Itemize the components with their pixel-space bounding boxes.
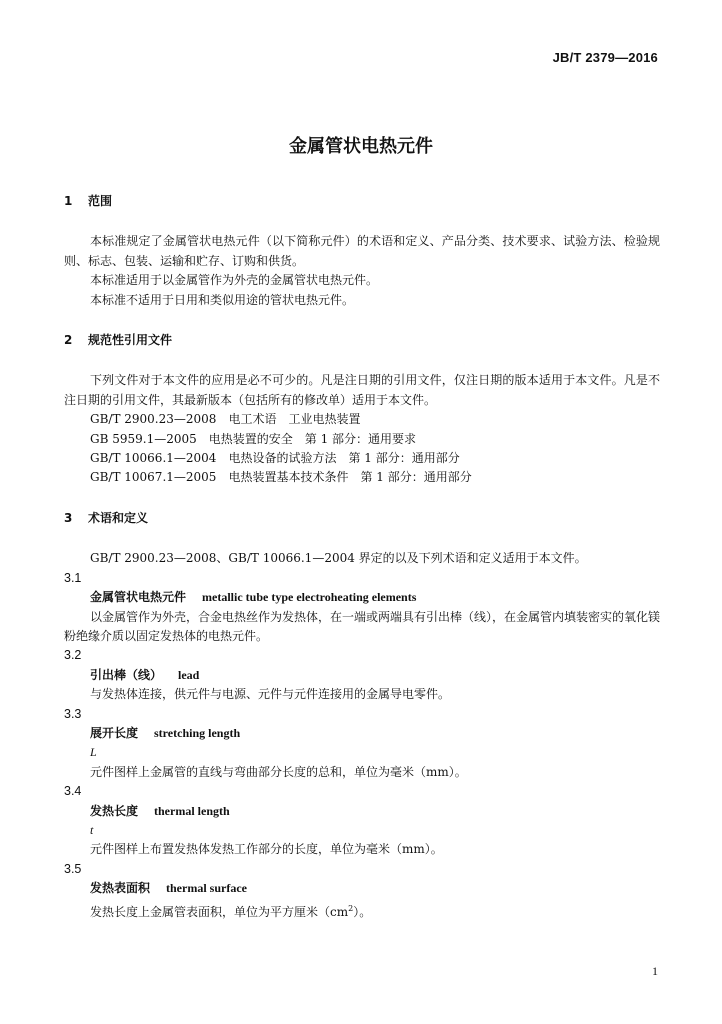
reference-title: 电热设备的试验方法 第 1 部分：通用部分	[228, 451, 460, 466]
term-definition	[64, 899, 660, 922]
term-number: 3.4	[64, 784, 82, 799]
term-zh: 发热长度	[90, 803, 139, 818]
term-definition: 元件图样上布置发热体发热工作部分的长度，单位为毫米（mm）。	[90, 842, 443, 857]
document-body	[64, 192, 660, 922]
term-symbol: t	[90, 822, 94, 837]
page-number: 1	[652, 964, 658, 978]
term-definition: 以金属管作为外壳，合金电热丝作为发热体，在一端或两端具有引出棒（线），在金属管内填装密实的氧化镁粉绝缘介质以固定发热体的电热元件。	[64, 609, 661, 643]
section-title: 范围	[88, 194, 113, 208]
term-definition: 与发热体连接，供元件与电源、元件与元件连接用的金属导电零件。	[90, 687, 451, 702]
section-number: 2	[64, 333, 73, 348]
reference-item	[64, 430, 660, 449]
reference-item	[64, 468, 660, 487]
term-zh: 引出棒（线）	[90, 667, 163, 682]
section-heading	[64, 192, 660, 211]
term-en: thermal surface	[166, 881, 247, 896]
term-number: 3.3	[64, 706, 82, 721]
section-number: 1	[64, 194, 73, 208]
paragraph: 下列文件对于本文件的应用是必不可少的。凡是注日期的引用文件，仅注日期的版本适用于本文件。凡是不注日期的引用文件，其最新版本（包括所有的修改单）适用于本文件。	[64, 373, 660, 407]
term-zh: 金属管状电热元件	[90, 590, 187, 605]
paragraph: 本标准适用于以金属管作为外壳的金属管状电热元件。	[90, 273, 379, 288]
section-title: 术语和定义	[88, 510, 149, 525]
term-entry	[64, 802, 660, 821]
section-title: 规范性引用文件	[88, 333, 173, 348]
section-heading	[64, 509, 660, 528]
term-entry	[64, 588, 660, 607]
reference-title: 电热装置基本技术条件 第 1 部分：通用部分	[228, 470, 472, 485]
superscript: 2	[348, 903, 354, 913]
term-symbol: L	[90, 745, 97, 760]
paragraph: 本标准规定了金属管状电热元件（以下简称元件）的术语和定义、产品分类、技术要求、试验方法、检验规则、标志、包装、运输和贮存、订购和供货。	[64, 234, 660, 268]
reference-item	[64, 410, 660, 429]
paragraph: 本标准不适用于日用和类似用途的管状电热元件。	[90, 292, 355, 307]
definition-text-end: ）。	[353, 904, 372, 919]
term-entry	[64, 666, 660, 685]
reference-item	[64, 449, 660, 468]
standard-number: JB/T 2379—2016	[552, 50, 658, 65]
term-en: thermal length	[154, 803, 230, 818]
reference-title: 电工术语 工业电热装置	[228, 412, 361, 427]
term-entry	[64, 724, 660, 743]
term-number: 3.2	[64, 648, 82, 663]
reference-code: GB/T 2900.23—2008	[90, 412, 217, 427]
reference-code: GB/T 10067.1—2005	[90, 470, 217, 485]
term-number: 3.1	[64, 570, 82, 585]
reference-title: 电热装置的安全 第 1 部分：通用要求	[208, 431, 417, 446]
term-en: lead	[178, 667, 200, 682]
document-title: 金属管状电热元件	[289, 136, 433, 157]
term-definition: 元件图样上金属管的直线与弯曲部分长度的总和，单位为毫米（mm）。	[90, 764, 467, 779]
reference-code: GB 5959.1—2005	[90, 431, 197, 446]
term-entry	[64, 879, 660, 898]
section-number: 3	[64, 510, 73, 525]
term-en: metallic tube type electroheating elements	[202, 590, 417, 605]
term-zh: 发热表面积	[90, 881, 151, 896]
term-en: stretching length	[154, 725, 241, 740]
term-zh: 展开长度	[90, 725, 139, 740]
reference-code: GB/T 10066.1—2004	[90, 451, 217, 466]
paragraph: GB/T 2900.23—2008、GB/T 10066.1—2004 界定的以及下列术语和定义适用于本文件。	[90, 551, 587, 566]
section-heading	[64, 331, 660, 350]
definition-text: 发热长度上金属管表面积，单位为平方厘米（cm	[90, 904, 349, 919]
term-number: 3.5	[64, 861, 82, 876]
